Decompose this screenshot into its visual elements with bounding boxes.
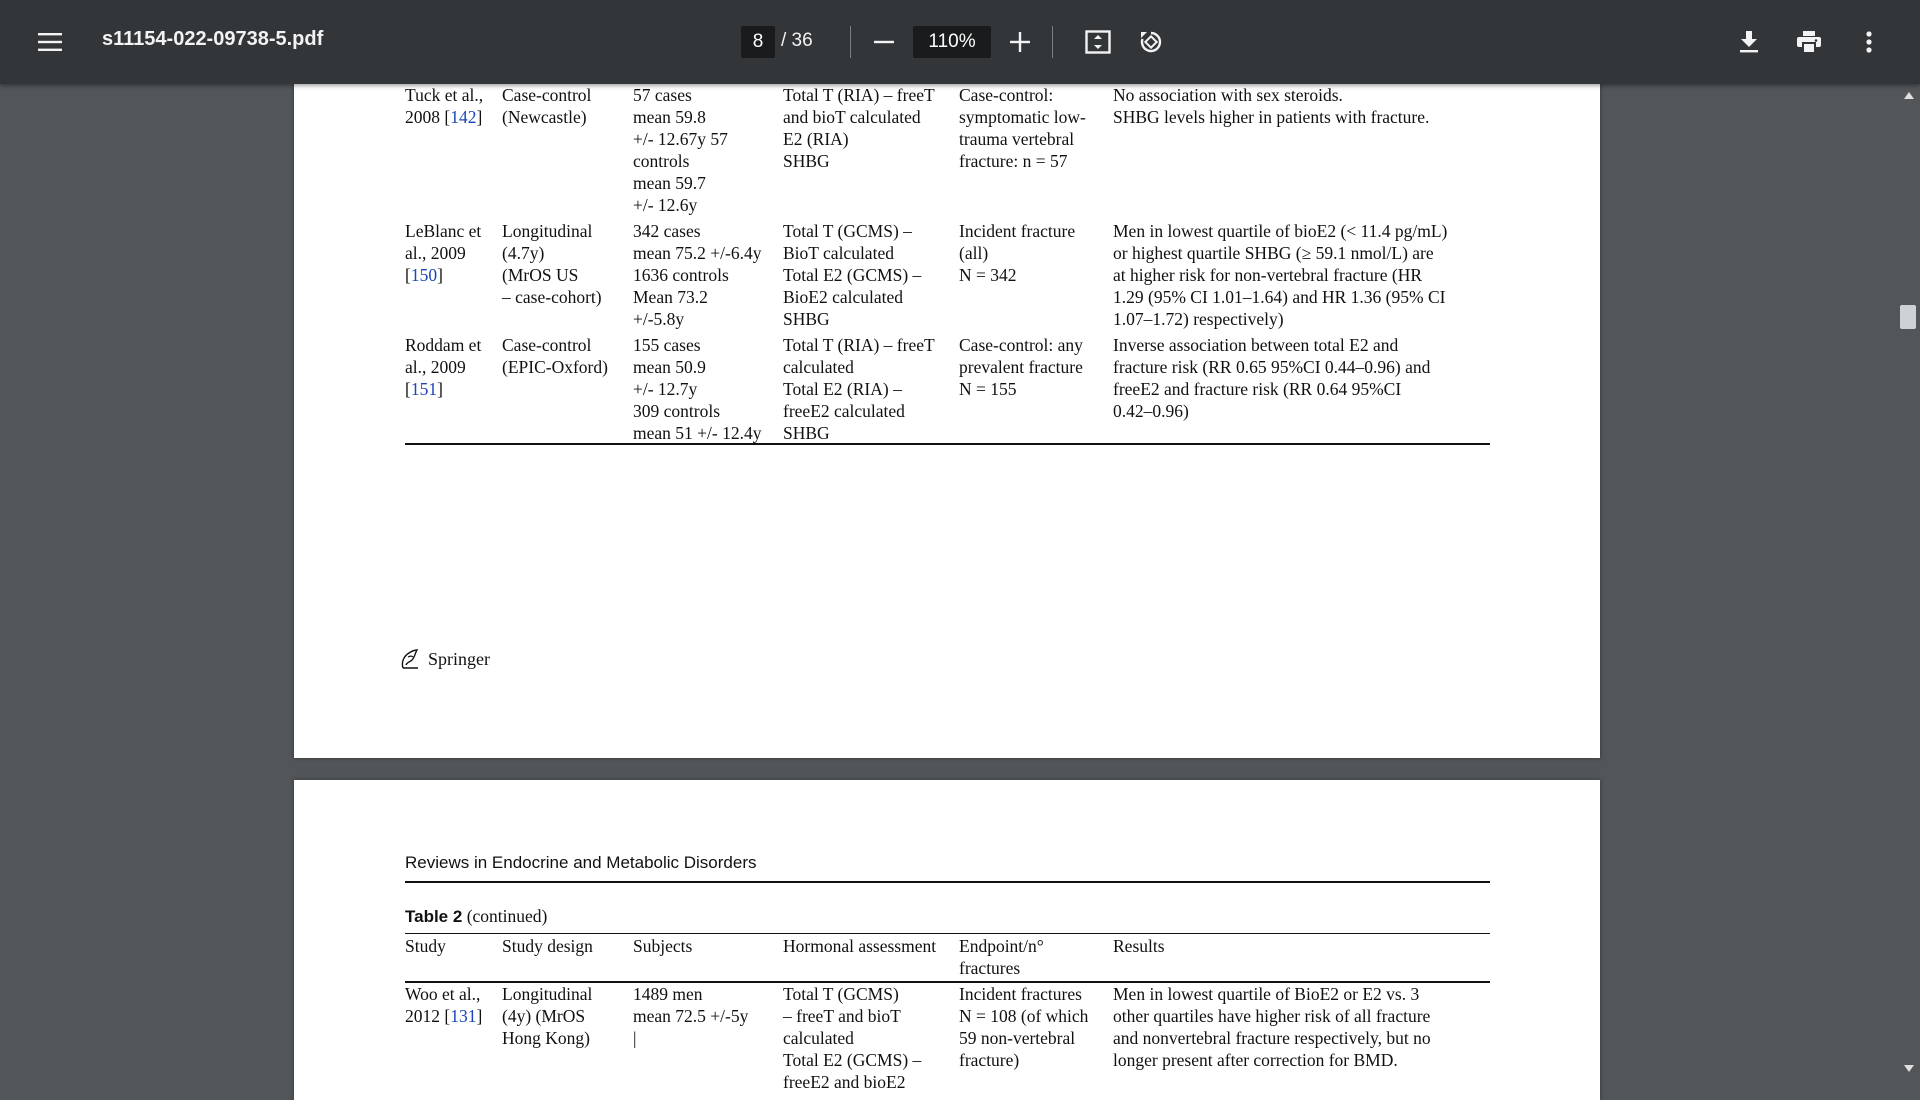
cell-line: al., 2009 (405, 357, 466, 377)
page-number-input[interactable]: 8 (741, 26, 775, 58)
springer-logo-icon (400, 648, 420, 670)
table-cell-hormonal (783, 220, 921, 330)
cell-line: fractures (959, 958, 1021, 978)
cell-line: other quartiles have higher risk of all fracture (1113, 1006, 1431, 1026)
cell-line: +/- 12.7y (633, 379, 698, 399)
cell-line: SHBG (783, 151, 830, 171)
cell-line: Hormonal assessment (783, 936, 937, 956)
cell-line: SHBG (783, 423, 830, 443)
cell-line: (EPIC-Oxford) (502, 357, 608, 377)
cell-line: mean 59.7 (633, 173, 706, 193)
cell-line: LeBlanc et (405, 221, 482, 241)
cell-line: and bioT calculated (783, 107, 921, 127)
table-cell-design (502, 983, 592, 1049)
cell-line: (4.7y) (502, 243, 545, 263)
download-icon (1739, 31, 1759, 53)
table-cell-results (1113, 334, 1430, 422)
cell-line: Total T (RIA) – freeT (783, 335, 935, 355)
table-caption (405, 905, 547, 928)
cell-line: Mean 73.2 (633, 287, 708, 307)
cell-line: 155 cases (633, 335, 701, 355)
cell-line: calculated (783, 357, 854, 377)
toolbar-divider (850, 26, 851, 58)
cell-line: Endpoint/n° (959, 936, 1044, 956)
cell-line: Case-control (502, 335, 592, 355)
cell-line: 309 controls (633, 401, 721, 421)
cell-line: [150] (405, 265, 443, 285)
table-cell-study (405, 220, 481, 286)
table-cell-subjects (633, 935, 692, 957)
table-cell-subjects (633, 334, 761, 444)
publisher-footer (400, 648, 490, 670)
cell-line: freeE2 and bioE2 (783, 1072, 906, 1092)
cell-line: 342 cases (633, 221, 701, 241)
cell-line: (4y) (MrOS (502, 1006, 586, 1026)
table-cell-endpoint (959, 220, 1075, 286)
cell-line: Longitudinal (502, 984, 593, 1004)
cell-line: trauma vertebral (959, 129, 1075, 149)
table-cell-results (1113, 935, 1165, 957)
cell-line: Woo et al., (405, 984, 481, 1004)
more-options-button[interactable] (1849, 22, 1889, 62)
cell-line: N = 108 (of which (959, 1006, 1089, 1026)
cell-line: mean 59.8 (633, 107, 706, 127)
more-vert-icon (1866, 31, 1872, 53)
cell-line: 2012 [131] (405, 1006, 483, 1026)
table-cell-design (502, 935, 593, 957)
file-title: s11154-022-09738-5.pdf (102, 28, 324, 50)
journal-header: Reviews in Endocrine and Metabolic Disorders (405, 853, 757, 872)
cell-line: mean 50.9 (633, 357, 706, 377)
cell-line: BioE2 calculated (783, 287, 904, 307)
table-cell-endpoint (959, 983, 1088, 1071)
fit-page-icon (1085, 30, 1111, 54)
toolbar-divider (1052, 26, 1053, 58)
cell-line: SHBG (783, 309, 830, 329)
table-cell-study (405, 84, 483, 128)
table-cell-subjects (633, 983, 748, 1049)
menu-icon[interactable] (30, 22, 70, 62)
rotate-icon (1138, 29, 1164, 55)
table-cell-subjects (633, 220, 761, 330)
cell-line: Total T (GCMS) (783, 984, 899, 1004)
cell-line: E2 (RIA) (783, 129, 849, 149)
cell-line: +/- 12.6y (633, 195, 698, 215)
cell-line: Incident fractures (959, 984, 1082, 1004)
cell-line: Incident fracture (959, 221, 1076, 241)
cell-line: 59 non-vertebral (959, 1028, 1076, 1048)
cell-line: BioT calculated (783, 243, 894, 263)
table-cell-study (405, 983, 482, 1027)
zoom-in-button[interactable] (1000, 22, 1040, 62)
table-cell-hormonal (783, 935, 936, 957)
cell-line: freeE2 and fracture risk (RR 0.64 95%CI (1113, 379, 1402, 399)
cell-line: Total E2 (RIA) – (783, 379, 902, 399)
cell-line: | (633, 1028, 637, 1048)
cell-line: (all) (959, 243, 989, 263)
cell-line: Men in lowest quartile of BioE2 or E2 vs. 3 (1113, 984, 1420, 1004)
zoom-level-input[interactable]: 110% (913, 26, 991, 58)
table-cell-subjects (633, 84, 728, 216)
cell-line: freeE2 calculated (783, 401, 905, 421)
cell-line: Total T (RIA) – freeT (783, 85, 935, 105)
table-bottom-rule (405, 443, 1490, 445)
cell-line: N = 342 (959, 265, 1017, 285)
cell-line: 2008 [142] (405, 107, 483, 127)
scroll-thumb[interactable] (1900, 305, 1916, 329)
plus-icon (1010, 32, 1030, 52)
cell-line: 1636 controls (633, 265, 729, 285)
zoom-out-button[interactable] (864, 22, 904, 62)
cell-line: 1.07–1.72) respectively) (1113, 309, 1284, 329)
cell-line: 1.29 (95% CI 1.01–1.64) and HR 1.36 (95% CI (1113, 287, 1446, 307)
cell-line: Subjects (633, 936, 693, 956)
table-cell-hormonal (783, 983, 921, 1093)
cell-line: Case-control: (959, 85, 1054, 105)
cell-line: (MrOS US (502, 265, 579, 285)
pdf-page-8 (294, 0, 1600, 758)
cell-line: Men in lowest quartile of bioE2 (< 11.4 pg/mL) (1113, 221, 1448, 241)
cell-line: 57 cases (633, 85, 692, 105)
cell-line: symptomatic low- (959, 107, 1086, 127)
cell-line: Results (1113, 936, 1165, 956)
table-cell-results (1113, 84, 1429, 128)
table-cell-study (405, 334, 481, 400)
cell-line: 0.42–0.96) (1113, 401, 1189, 421)
print-icon (1797, 31, 1821, 53)
cell-line: Case-control (502, 85, 592, 105)
cell-line: mean 51 +/- 12.4y (633, 423, 762, 443)
cell-line: SHBG levels higher in patients with fracture. (1113, 107, 1430, 127)
cell-line: longer present after correction for BMD. (1113, 1050, 1398, 1070)
cell-line: Hong Kong) (502, 1028, 590, 1048)
minus-icon (874, 40, 894, 44)
cell-line: prevalent fracture (959, 357, 1083, 377)
cell-line: fracture: n = 57 (959, 151, 1068, 171)
cell-line: Inverse association between total E2 and (1113, 335, 1399, 355)
cell-line: No association with sex steroids. (1113, 85, 1343, 105)
cell-line: Total T (GCMS) – (783, 221, 912, 241)
table-cell-design (502, 334, 608, 378)
cell-line: Total E2 (GCMS) – (783, 265, 922, 285)
cell-line: mean 75.2 +/-6.4y (633, 243, 762, 263)
scroll-up-arrow-icon[interactable] (1904, 92, 1914, 99)
pdf-toolbar (0, 0, 1920, 84)
rotate-button[interactable] (1131, 22, 1171, 62)
cell-line: [151] (405, 379, 443, 399)
cell-line: and nonvertebral fracture respectively, but no (1113, 1028, 1431, 1048)
citation-link[interactable]: 150 (410, 265, 438, 285)
table-cell-design (502, 84, 591, 128)
citation-link[interactable]: 142 (450, 107, 477, 127)
cell-line: 1489 men (633, 984, 703, 1004)
cell-line: Tuck et al., (405, 85, 484, 105)
cell-line: Case-control: any (959, 335, 1083, 355)
cell-line: calculated (783, 1028, 854, 1048)
cell-line: al., 2009 (405, 243, 466, 263)
table-cell-hormonal (783, 84, 935, 172)
publisher-name: Springer (428, 649, 490, 669)
table-cell-design (502, 220, 602, 308)
cell-line: Roddam et (405, 335, 482, 355)
cell-line: – case-cohort) (502, 287, 602, 307)
cell-line: at higher risk for non-vertebral fracture (HR (1113, 265, 1423, 285)
cell-line: fracture risk (RR 0.65 95%CI 0.44–0.96) and (1113, 357, 1431, 377)
table-cell-results (1113, 220, 1447, 330)
cell-line: N = 155 (959, 379, 1017, 399)
scroll-down-arrow-icon[interactable] (1904, 1065, 1914, 1072)
cell-line: or highest quartile SHBG (≥ 59.1 nmol/L) are (1113, 243, 1434, 263)
cell-line: controls (633, 151, 690, 171)
table-cell-endpoint (959, 334, 1083, 400)
cell-line: Longitudinal (502, 221, 593, 241)
download-button[interactable] (1729, 22, 1769, 62)
fit-to-page-button[interactable] (1078, 22, 1118, 62)
cell-line: Study design (502, 936, 593, 956)
cell-line: +/- 12.67y 57 (633, 129, 728, 149)
table-cell-endpoint (959, 84, 1086, 172)
table-continued: (continued) (466, 906, 548, 926)
print-button[interactable] (1789, 22, 1829, 62)
page-total: / 36 (781, 30, 813, 51)
cell-line: – freeT and bioT (783, 1006, 901, 1026)
citation-link[interactable]: 151 (410, 379, 438, 399)
table-top-rule (405, 933, 1490, 934)
cell-line: mean 72.5 +/-5y (633, 1006, 749, 1026)
table-cell-results (1113, 983, 1431, 1071)
table-cell-endpoint (959, 935, 1044, 979)
vertical-scrollbar[interactable] (1896, 84, 1920, 1080)
citation-link[interactable]: 131 (450, 1006, 477, 1026)
table-cell-hormonal (783, 334, 935, 444)
table-cell-study (405, 935, 446, 957)
pdf-page-9 (294, 780, 1600, 1100)
cell-line: (Newcastle) (502, 107, 587, 127)
cell-line: +/-5.8y (633, 309, 685, 329)
cell-line: Total E2 (GCMS) – (783, 1050, 922, 1070)
cell-line: fracture) (959, 1050, 1020, 1070)
cell-line: Study (405, 936, 446, 956)
journal-rule (405, 881, 1490, 883)
table-label: Table 2 (405, 907, 463, 926)
